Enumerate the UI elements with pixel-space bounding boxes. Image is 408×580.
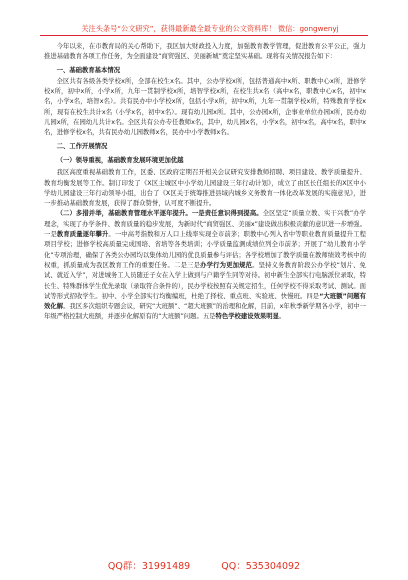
point-behavior-title: 办学行为更加规范 [200,261,253,269]
point-bigclass-title: “大班额”问题有效化解 [44,292,366,311]
point-feature-title: 特色学校建设效果明显 [215,313,279,321]
basic-info-paragraph: 全区共有各级各类学校x所，全部在校生x名。其中，公办学校x所，包括普通高中x所、职教中心x所，进修学校x所，初中x所，小学x所，九年一贯制学校x所，培智学校x所，在校生共x名（高中x名，职教中心x名，初中x名，小学x名，培智x名）。共有民办中小学校x所，包括小学x所，初中x所，九年一贯制学校x所，特殊教育学校x所，现有在校生共计x名（小学x名，初中x名）。现有幼儿园x所。其中，公办园x所，企事业单位办园x所，民办幼儿园x所，在园幼儿共计x名。全区共有公办专任教师x名，其中，幼儿园x名，小学x名，初中x名，高中x名，职中x名，进修学校x名，共有民办幼儿园教师x名，民办中小学教师x名。 [44,77,366,137]
point-one-title: 一是责任意识得到提高。 [191,210,263,218]
section-heading-work: 二、工作开展情况 [56,142,108,150]
header-banner: 关注头条号“公文研究”，获得最新最全最专业的公文资料库！ 微信：gongwenyj [81,24,339,33]
management-end: 。 [278,313,286,321]
management-text-3: 。坚持义务教育阶段公办学校“划片、免试、就近入学”，对进城务工人员随迁子女在入学上做到与户籍学生同等对待。初中新生全部实行电脑派位录取，特长生、特殊群体学生优先录取（录取符合条件的），民办学校按照有关规定招生，任何学校不得采取考试、测试。面试等形式招收学生。初中、小学全部实行均衡编班，杜绝了择校、重点班、实验班、快慢班。四是 [44,261,366,300]
three-prefix: 三是 [187,261,201,269]
point-quality-title: 教育质量逐年攀升 [56,231,109,239]
subheading-management: （二）多措并举，基础教育管理水平逐年提升。 [56,210,192,218]
intro-paragraph: 今年以来，在市教育局的关心帮助下，我区加大财政投入力度，加强教育教学管理，促进教育公平公正，强力推进基础教育各项工作任务，为全面建设“商贸强区、美丽新城”奠定坚实基础。现将有关情况报告如下： [44,43,366,61]
management-text-2: 。一中高考指数和万人口上线率实现全市前茅；职教中心列入省中等职业教育质量提升工程项目学校；进修学校高质量完成国培、省培等各类培训；小学质量监测成绩位列全市前茅；开展了“幼儿教育小学化”专项治理，确保了各类公办园均以集体幼儿园的优良质量参与评估；各学校增加了教学质量在教师绩效考核中的权重，抓质量成为我区教育工作的重要任务。二是 [44,231,366,269]
leadership-paragraph: 我区高度重视基础教育工作，区委、区政府定期召开相关会议研究安排教师招聘、项目建设、教学质量提升、教育均衡发展等工作。制订印发了《X区主城区中小学幼儿园建设三年行动计划》，成立了由区长任组长的X区中小学幼儿园建设三年行动领导小组，出台了《X区关于统筹推进县域内城乡义务教育一体化改革发展的实施意见》，进一步推动基础教育发展，获得了群众赞誉，认可度不断提升。 [44,169,366,208]
footer-contact [0,558,408,572]
footer-qq-group: QQ群：31991489 [107,561,191,572]
header-divider [40,35,368,36]
management-text-4: 。我区多次组织专题会议，研究“大班额”、“超大班额”的治理和化解，目前，x年秋季新学期各小学，初中一年级严格控制大班额，并逐步化解原有的“大班额”问题。五是 [44,303,366,321]
document-body [44,42,366,323]
subheading-leadership: （一）领导重视，基础教育发展环境更加优越 [56,156,184,164]
management-paragraph [44,209,366,322]
management-text-1: 全区坚定“质量立教、实干兴教”办学理念，实现了办学条件、教育质量的稳步发展，为新时代“商贸强区、美丽x”建设做出积极贡献的意识进一步增强。一是 [44,210,366,239]
footer-qq: QQ：535304092 [221,561,301,572]
section-heading-basic: 一、基础教育基本情况 [56,66,121,74]
